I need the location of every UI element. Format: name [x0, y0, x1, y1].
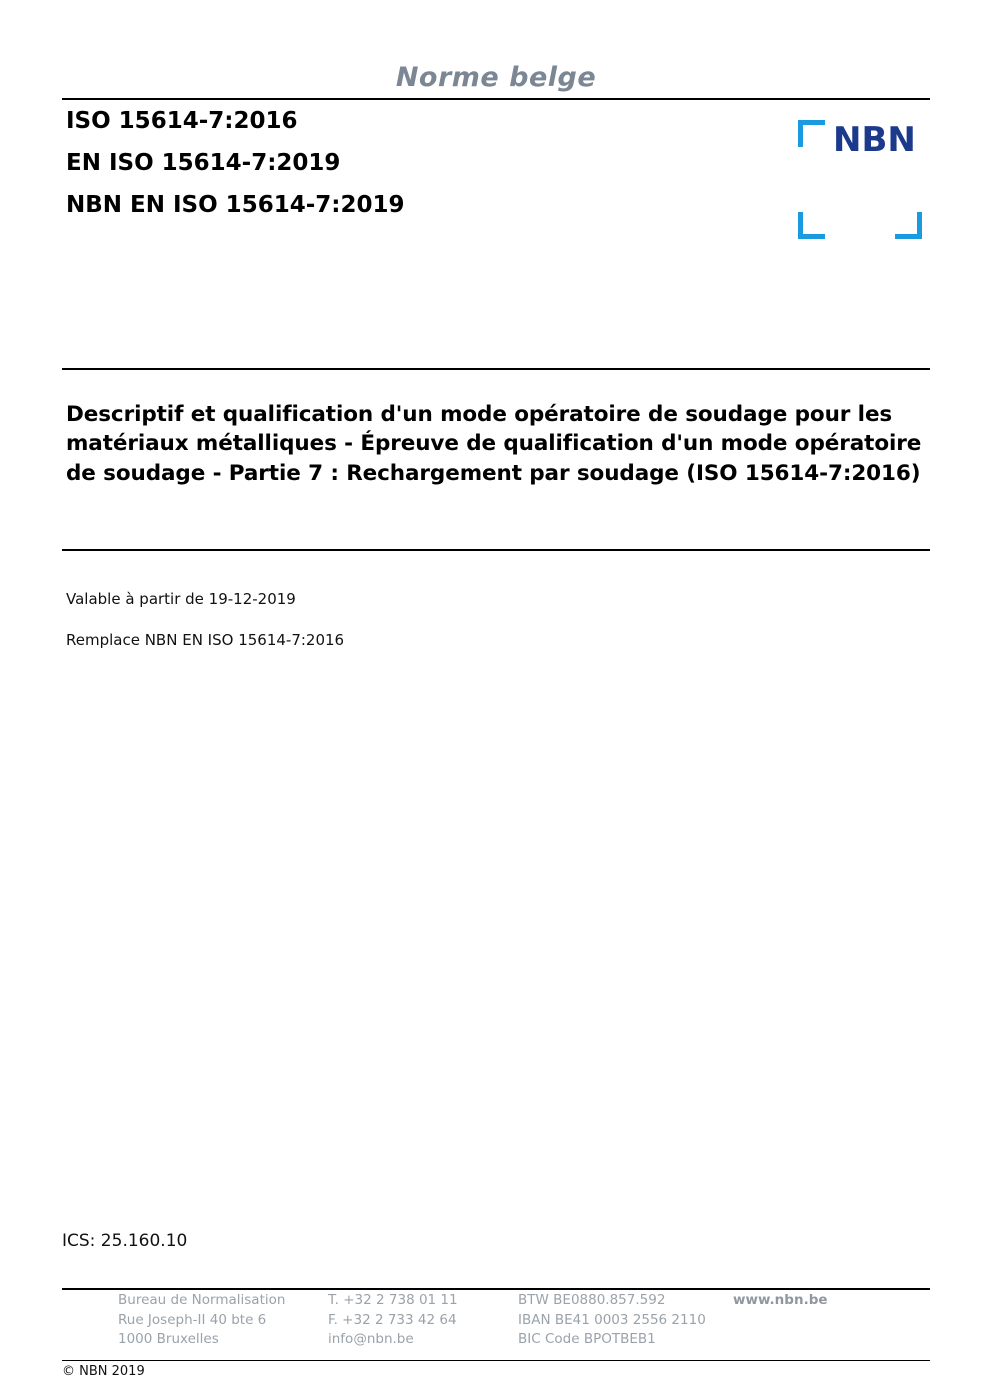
logo-corner-bottom-left-icon [798, 212, 825, 239]
reference-en-iso: EN ISO 15614-7:2019 [66, 150, 341, 176]
ics-code: ICS: 25.160.10 [62, 1231, 188, 1251]
divider-middle [62, 368, 930, 370]
divider-top [62, 98, 930, 100]
logo-text: NBN [833, 120, 916, 160]
standard-reference-list [66, 110, 404, 236]
footer-address [118, 1291, 328, 1350]
footer-address-line-1: Bureau de Normalisation [118, 1292, 286, 1308]
page-banner-title: Norme belge [395, 62, 597, 93]
page-title: Descriptif et qualification d'un mode opératoire de soudage pour les matériaux métalliques - Épreuve de qualification d'un mode opératoire de soudage - Partie 7 : Rechargement par soudage (ISO 15614-7:2016) [66, 402, 922, 486]
footer-finance [518, 1291, 733, 1350]
footer [118, 1291, 930, 1350]
footer-phone: T. +32 2 738 01 11 [328, 1292, 458, 1308]
replaces-note: Remplace NBN EN ISO 15614-7:2016 [66, 631, 345, 649]
footer-email[interactable]: info@nbn.be [328, 1331, 414, 1348]
divider-footer [62, 1288, 930, 1290]
logo-corner-bottom-right-icon [895, 212, 922, 239]
copyright-notice: © NBN 2019 [62, 1364, 145, 1379]
footer-address-line-2: Rue Joseph-II 40 bte 6 [118, 1311, 267, 1328]
nbn-logo [790, 112, 930, 252]
footer-vat: BTW BE0880.857.592 [518, 1292, 666, 1308]
footer-bic: BIC Code BPOTBEB1 [518, 1331, 656, 1348]
footer-website-link[interactable]: www.nbn.be [733, 1292, 828, 1308]
footer-contact [328, 1291, 518, 1350]
footer-fax: F. +32 2 733 42 64 [328, 1311, 457, 1328]
footer-address-line-3: 1000 Bruxelles [118, 1331, 219, 1348]
reference-nbn-en-iso: NBN EN ISO 15614-7:2019 [66, 192, 405, 218]
footer-iban: IBAN BE41 0003 2556 2110 [518, 1311, 706, 1328]
validity-date: Valable à partir de 19-12-2019 [66, 590, 296, 608]
divider-under-title [62, 549, 930, 551]
divider-bottom [62, 1360, 930, 1361]
reference-iso: ISO 15614-7:2016 [66, 108, 298, 134]
logo-corner-top-left-icon [798, 120, 825, 147]
